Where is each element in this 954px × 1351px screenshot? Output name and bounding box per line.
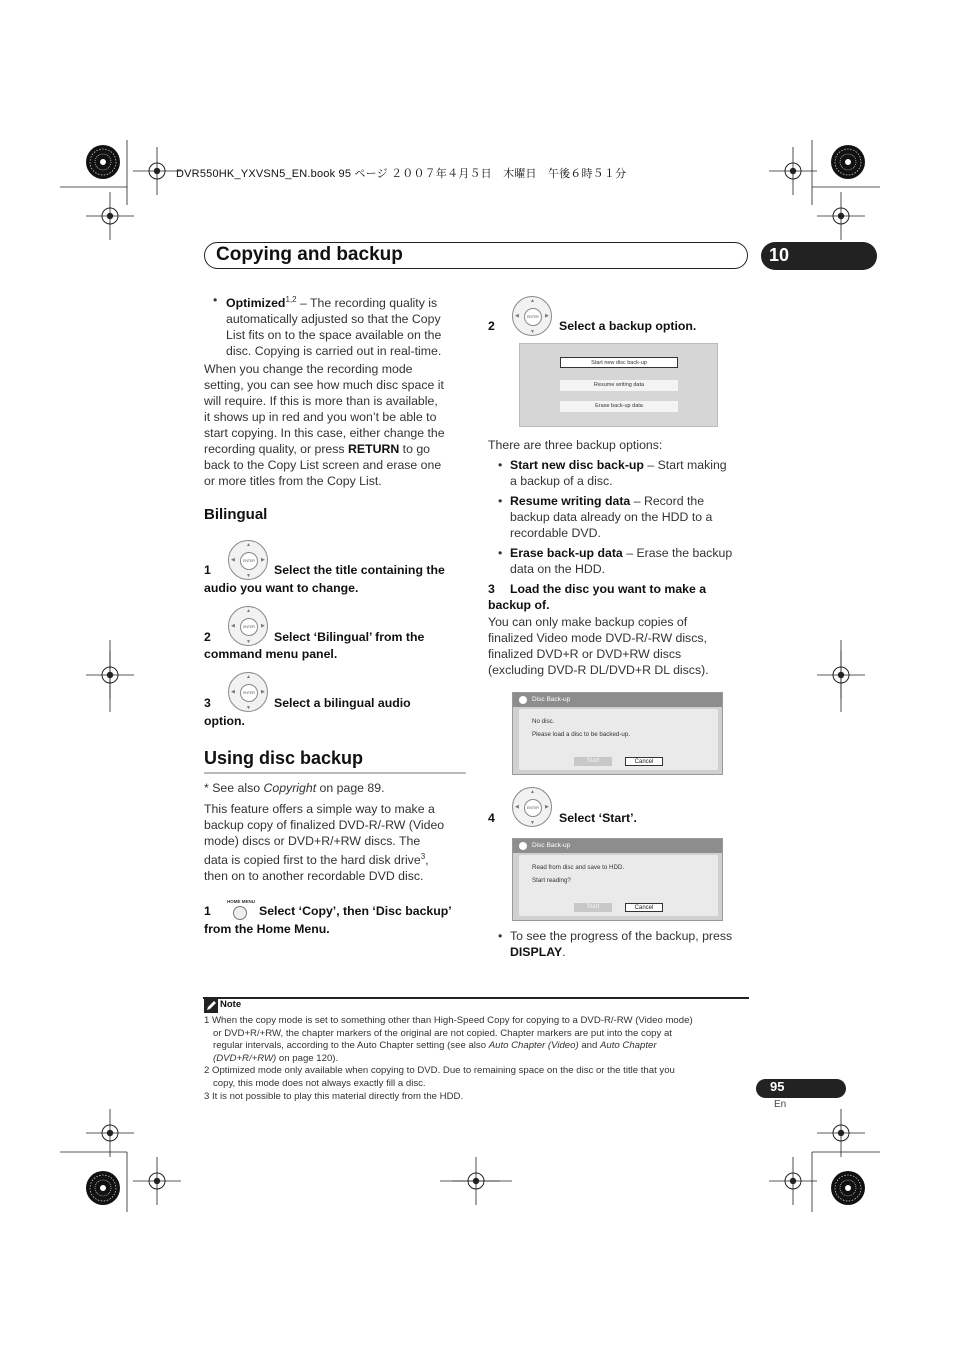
menu-item-erase[interactable]: Erase back-up data (560, 401, 678, 412)
enter-button: ENTER (524, 799, 542, 817)
step-text: Load the disc you want to make a (510, 582, 707, 596)
enter-button: ENTER (240, 552, 258, 570)
home-menu-label: HOME MENU (227, 899, 255, 904)
dial-button-icon: ENTER ▲ ▼ ◀ ▶ (228, 672, 268, 712)
optimized-text: List fits on to the space available on the (226, 328, 442, 343)
tip-text: . (562, 945, 566, 959)
step-text: Select the title containing the (274, 563, 445, 577)
home-menu-button-icon (233, 906, 247, 920)
step-text: audio you want to change. (204, 581, 359, 595)
footnote-line: 3 It is not possible to play this material directly from the HDD. (204, 1090, 464, 1102)
footnote-line: or DVD+R/+RW, the chapter markers of the original are not copied. Chapter markers are put into the copy at (213, 1027, 672, 1039)
return-key: RETURN (347, 442, 400, 456)
step-number: 1 (204, 563, 211, 577)
optimized-text: – The recording quality is (299, 296, 438, 311)
progress-tip (510, 928, 750, 960)
step-number: 3 (204, 696, 211, 710)
dialog-line: Please load a disc to be backed-up. (532, 731, 631, 738)
paragraph-line: This feature offers a simple way to make a (204, 802, 435, 816)
bilingual-heading: Bilingual (204, 506, 268, 523)
note-pencil-icon (204, 999, 218, 1013)
menu-item-resume[interactable]: Resume writing data (560, 380, 678, 391)
paragraph-line: When you change the recording mode (204, 362, 413, 376)
option-label: Resume writing data (510, 494, 631, 508)
recording-mode-paragraph (204, 361, 466, 489)
dialog-line: Start reading? (532, 877, 571, 884)
paragraph-line: start copying. In this case, either change the (204, 426, 445, 440)
footnote-italic: Auto Chapter (600, 1040, 657, 1052)
step-text: Select ‘Bilingual’ from the (274, 630, 425, 644)
paragraph-line: it shows up in red and you won’t be able to (204, 410, 437, 424)
option-text: data on the HDD. (510, 562, 606, 576)
option-text: – Start making (643, 458, 727, 472)
footnote-line: regular intervals, according to the Auto Chapter setting (see also (213, 1040, 489, 1052)
cancel-button[interactable]: Cancel (625, 757, 663, 766)
paragraph-line: mode) discs or DVD+R/+RW discs. The (204, 834, 421, 848)
footnote-line: copy, this mode does not always exactly fill a disc. (213, 1077, 426, 1089)
step-number: 3 (488, 582, 495, 596)
option-erase (510, 545, 750, 577)
enter-button: ENTER (240, 684, 258, 702)
file-info-header: DVR550HK_YXVSN5_EN.book 95 ページ ２００７年４月５日 木曜日 午後６時５１分 (176, 168, 627, 180)
feature-paragraph (204, 801, 466, 884)
see-also-link: Copyright (263, 781, 317, 795)
language-label: En (774, 1099, 787, 1110)
paragraph-line: (excluding DVD-R DL/DVD+R DL discs). (488, 663, 709, 677)
dialog-line: Read from disc and save to HDD. (532, 864, 625, 871)
step-text: Select a backup option. (559, 319, 697, 333)
footnote-line: 1 When the copy mode is set to something other than High-Speed Copy for copying to a DVD-R/-RW (Video mode) (204, 1015, 693, 1026)
page-number: 95 (770, 1079, 785, 1094)
footnote-line: on page 120). (276, 1052, 339, 1064)
option-start-new (510, 457, 750, 489)
option-text: – Erase the backup (622, 546, 733, 560)
option-resume (510, 493, 750, 541)
paragraph-line: then on to another recordable DVD disc. (204, 869, 424, 884)
footnote-line: 2 Optimized mode only available when copying to DVD. Due to remaining space on the disc or the title that you (204, 1065, 675, 1077)
note-heading: Note (220, 999, 242, 1010)
dialog-body (519, 709, 718, 770)
step3-body (488, 614, 750, 678)
step-text: Select ‘Start’. (559, 811, 637, 825)
step-text: option. (204, 714, 245, 728)
dialog-body (519, 855, 718, 916)
step-text: backup of. (488, 598, 550, 612)
paragraph-line: finalized DVD+R or DVD+RW discs (488, 647, 682, 661)
paragraph-line: back to the Copy List screen and erase one (204, 458, 442, 472)
paragraph-line: recording quality, or press (204, 442, 348, 456)
paragraph-line: or more titles from the Copy List. (204, 474, 382, 488)
option-text: recordable DVD. (510, 526, 601, 540)
paragraph-line: backup copy of finalized DVD-R/-RW (Video (204, 818, 445, 832)
option-label: Erase back-up data (510, 546, 623, 560)
three-options-text: There are three backup options: (488, 438, 663, 452)
start-button[interactable]: Start (574, 757, 612, 766)
paragraph-line: to go (399, 442, 431, 456)
dialog-title: Disc Back-up (513, 693, 722, 707)
note-divider (203, 997, 749, 999)
footnote-ref: 1,2 (285, 295, 297, 304)
enter-button: ENTER (524, 308, 542, 326)
step-number: 2 (488, 319, 495, 333)
heading-underline (204, 772, 466, 774)
dial-button-icon: ENTER ▲ ▼ ◀ ▶ (512, 296, 552, 336)
bullet-dot: • (498, 929, 503, 943)
step-text: Select ‘Copy’, then ‘Disc backup’ (259, 904, 452, 918)
footnote-line: and (578, 1040, 601, 1052)
optimized-text: automatically adjusted so that the Copy (226, 312, 441, 327)
menu-item-start-new[interactable]: Start new disc back-up (560, 357, 678, 368)
step-number: 2 (204, 630, 211, 644)
display-key: DISPLAY (510, 945, 563, 959)
see-also-text: * See also (204, 781, 264, 795)
option-text: a backup of a disc. (510, 474, 613, 488)
step-number: 4 (488, 811, 495, 825)
tip-text: To see the progress of the backup, press (510, 929, 733, 943)
dial-button-icon: ENTER ▲ ▼ ◀ ▶ (228, 540, 268, 580)
paragraph-line: , (425, 853, 429, 868)
bullet-dot: • (498, 458, 503, 472)
footnote-ref: 3 (420, 852, 426, 861)
cancel-button[interactable]: Cancel (625, 903, 663, 912)
section-title: Copying and backup (216, 244, 403, 265)
optimized-text: disc. Copying is carried out in real-time. (226, 344, 442, 359)
paragraph-line: You can only make backup copies of (488, 615, 688, 629)
paragraph-line: data is copied first to the hard disk drive (204, 853, 421, 868)
start-button[interactable]: Start (574, 903, 612, 912)
bullet-dot: • (498, 494, 503, 508)
step-text: command menu panel. (204, 647, 338, 661)
option-text: – Record the (630, 494, 705, 508)
chapter-number: 10 (769, 245, 790, 265)
using-disc-backup-heading: Using disc backup (204, 748, 364, 768)
enter-button: ENTER (240, 618, 258, 636)
optimized-label: Optimized (226, 296, 286, 311)
dial-button-icon: ENTER ▲ ▼ ◀ ▶ (512, 787, 552, 827)
see-also (204, 780, 385, 796)
see-also-text: on page 89. (316, 781, 385, 795)
paragraph-line: finalized Video mode DVD-R/-RW discs, (488, 631, 707, 645)
bullet-dot: • (498, 546, 503, 560)
disc-backup-dialog-no-disc (512, 692, 723, 775)
paragraph-line: will require. If this is more than is available, (204, 394, 438, 408)
step-text: Select a bilingual audio (274, 696, 411, 710)
backup-options-screen (519, 343, 718, 427)
paragraph-line: setting, you can see how much disc space it (204, 378, 444, 392)
disc-icon (519, 842, 527, 850)
step-number: 1 (204, 904, 211, 918)
footnotes (204, 1015, 752, 1103)
dialog-title: Disc Back-up (513, 839, 722, 853)
optimized-bullet (226, 292, 466, 359)
dialog-line: No disc. (532, 718, 555, 725)
option-text: backup data already on the HDD to a (510, 510, 713, 524)
disc-icon (519, 696, 527, 704)
footnote-italic: (DVD+R/+RW) (213, 1052, 277, 1064)
option-label: Start new disc back-up (510, 458, 644, 472)
step-text: from the Home Menu. (204, 922, 330, 936)
disc-backup-dialog-start (512, 838, 723, 921)
footnote-italic: Auto Chapter (Video) (488, 1040, 579, 1052)
bullet-dot: • (213, 293, 218, 307)
dial-button-icon: ENTER ▲ ▼ ◀ ▶ (228, 606, 268, 646)
